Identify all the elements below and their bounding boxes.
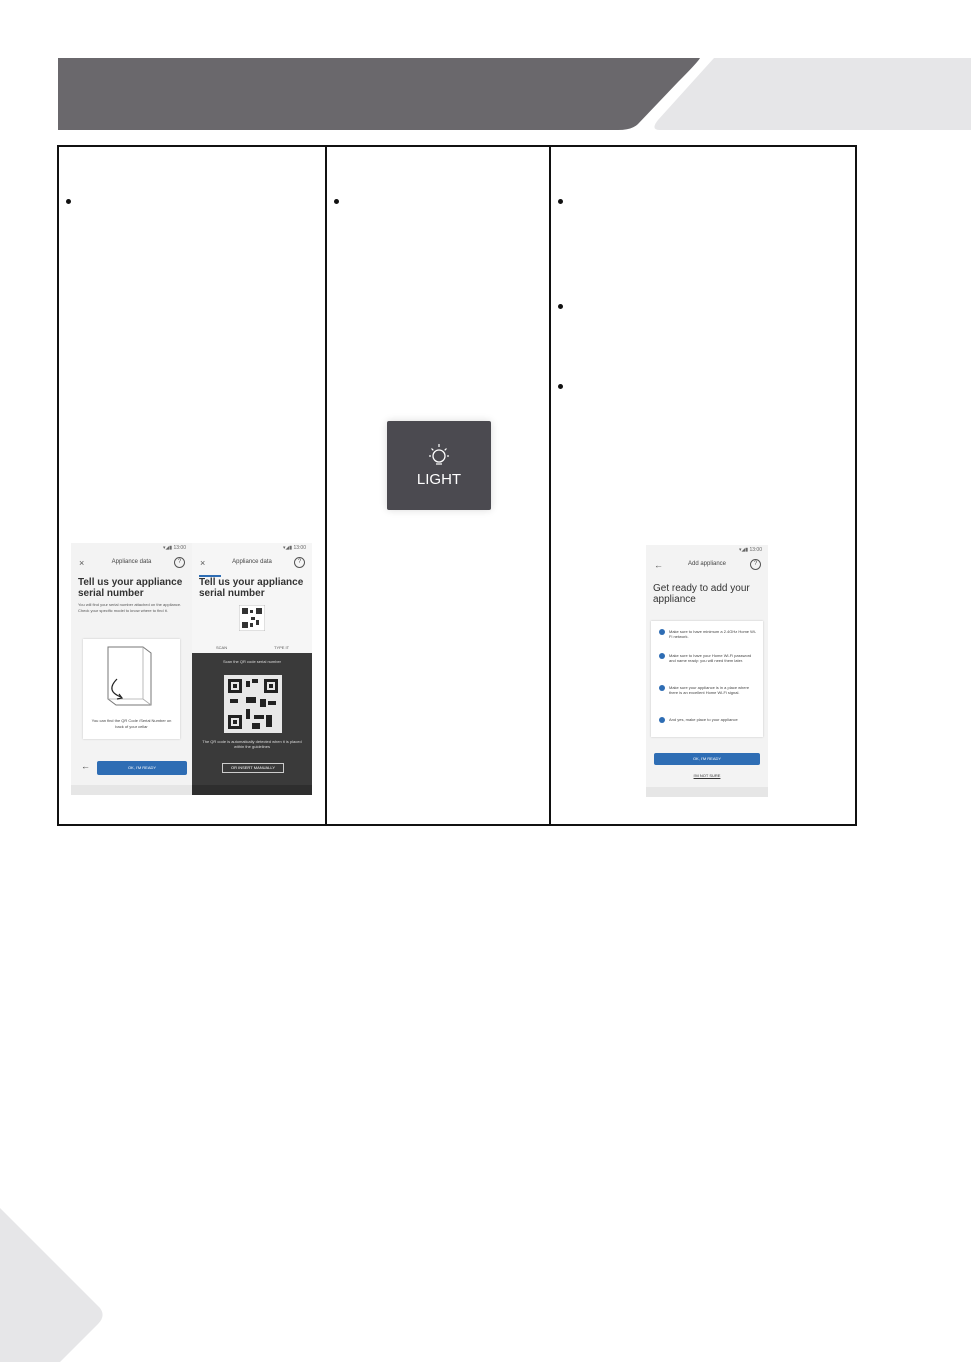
light-bulb-icon — [427, 441, 451, 467]
insert-manually-button[interactable]: OR INSERT MANUALLY — [222, 763, 284, 773]
tab-scan[interactable]: SCAN — [216, 645, 228, 650]
step-item — [659, 717, 759, 722]
scan-tabs — [192, 641, 312, 653]
light-button[interactable] — [387, 421, 491, 510]
android-nav-bar — [646, 787, 768, 797]
not-sure-link[interactable]: I'M NOT SURE — [693, 773, 721, 778]
info-icon — [659, 717, 665, 723]
progress-indicator — [199, 575, 221, 577]
screen-heading: Tell us your appliance serial number — [199, 577, 304, 599]
info-icon — [659, 653, 665, 659]
bullet — [558, 384, 563, 389]
bullet — [334, 199, 339, 204]
ready-button[interactable]: OK, I'M READY — [654, 753, 760, 765]
cellar-illustration-icon — [83, 639, 180, 709]
help-icon[interactable]: ? — [294, 557, 305, 568]
step-text: Make sure your appliance is in a place where there is an excellent Home Wi-Fi signal. — [669, 685, 750, 695]
app-bar-title: Appliance data — [232, 559, 272, 565]
header-tab-shape — [652, 58, 971, 130]
status-bar: ▾◢▮ 13:00 — [162, 545, 186, 551]
step-text: Make sure to have minimum a 2.4GHz Home Wi-Fi network. — [669, 629, 757, 639]
step-item — [659, 629, 759, 639]
step-item — [659, 685, 759, 695]
app-bar — [71, 553, 192, 575]
help-icon[interactable]: ? — [174, 557, 185, 568]
tab-type-it[interactable]: TYPE IT — [274, 645, 290, 650]
table-column-1 — [59, 147, 327, 824]
app-bar-title: Add appliance — [687, 561, 727, 567]
app-bar-title: Appliance data — [111, 559, 152, 565]
close-icon[interactable]: × — [79, 558, 85, 568]
app-bar — [192, 553, 312, 575]
back-arrow-icon[interactable]: ← — [654, 560, 663, 570]
bullet — [558, 304, 563, 309]
qr-code-icon — [239, 605, 265, 631]
step-text: Make sure to have your Home Wi-Fi password and name ready: you will need them later. — [669, 653, 752, 663]
qr-code-icon — [224, 675, 282, 733]
camera-view — [192, 653, 312, 785]
bullet — [66, 199, 71, 204]
illustration-caption: You can find the QR Code /Serial Number on back of your cellar — [91, 718, 172, 729]
ready-button[interactable]: OK, I'M READY — [97, 761, 187, 775]
phone-screenshot-serial — [71, 543, 192, 795]
corner-decoration — [0, 1208, 105, 1362]
table-column-3 — [551, 147, 855, 824]
android-nav-bar — [71, 785, 192, 795]
status-bar: ▾◢▮ 13:00 — [282, 545, 306, 551]
status-bar: ▾◢▮ 13:00 — [738, 547, 762, 553]
scan-hint: Scan the QR code serial number — [222, 659, 282, 664]
step-item — [659, 653, 759, 663]
step-text: And yes, make place to your appliance — [669, 717, 738, 722]
info-icon — [659, 685, 665, 691]
illustration-card — [83, 639, 180, 739]
phone-screenshot-scan — [192, 543, 312, 795]
light-label: LIGHT — [416, 471, 462, 488]
screen-body: You will find your serial number attached on the appliance. Check your specific model to know where to find it. — [78, 602, 182, 613]
android-nav-bar — [192, 785, 312, 795]
screen-heading: Tell us your appliance serial number — [78, 577, 183, 599]
back-arrow-icon[interactable]: ← — [81, 761, 90, 771]
app-bar — [646, 555, 768, 577]
bullet — [558, 199, 563, 204]
info-icon — [659, 629, 665, 635]
screen-heading: Get ready to add your appliance — [653, 583, 750, 605]
header-banner — [58, 58, 700, 130]
scan-note: The QR code is automatically detected when it is placed within the guidelines — [202, 739, 302, 749]
phone-screenshot-get-ready — [646, 545, 768, 797]
steps-card — [651, 621, 763, 737]
close-icon[interactable]: × — [200, 558, 206, 568]
help-icon[interactable]: ? — [750, 559, 761, 570]
